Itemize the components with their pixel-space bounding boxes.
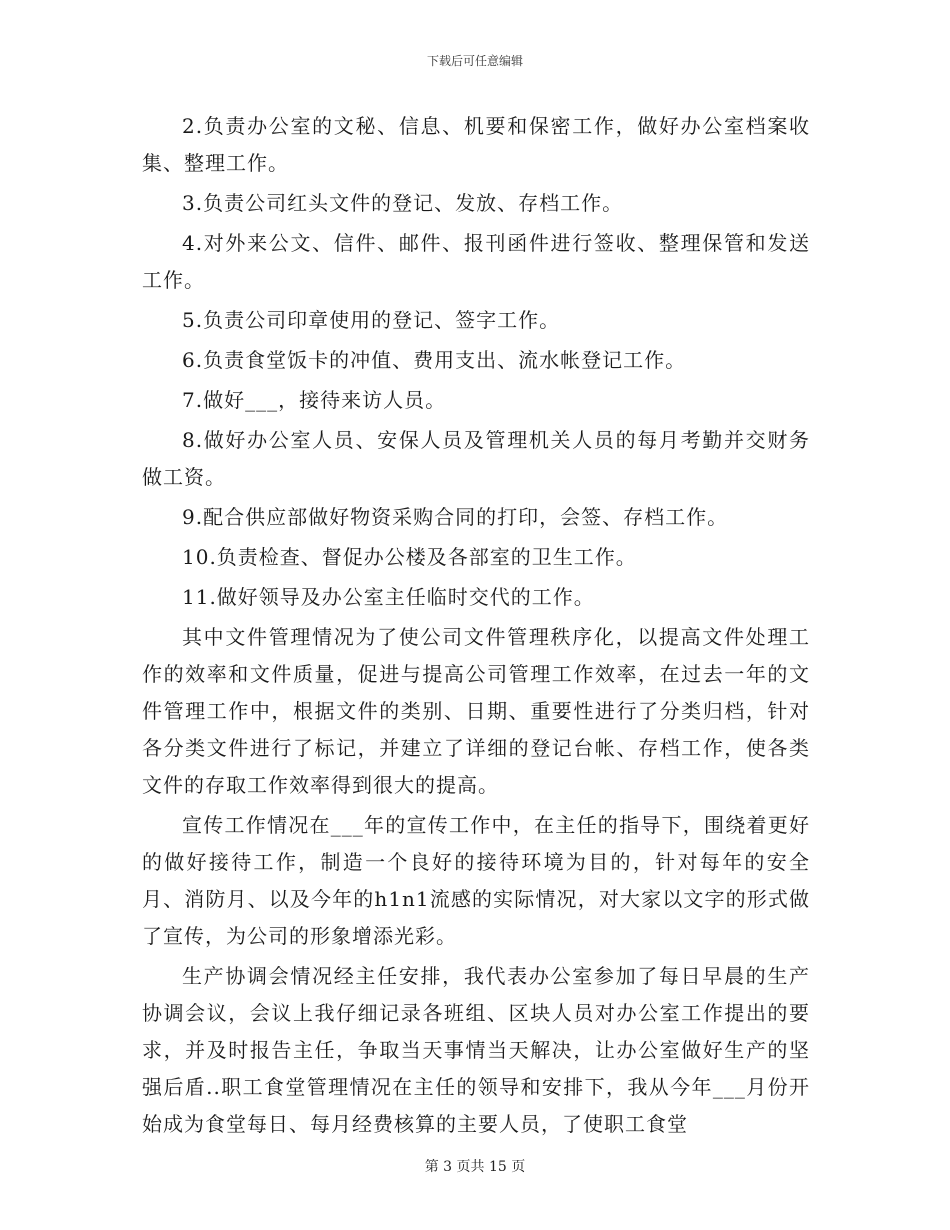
paragraph-item-8: 8.做好办公室人员、安保人员及管理机关人员的每月考勤并交财务做工资。 [142, 428, 810, 489]
page-footer: 第 3 页共 15 页 [424, 1159, 526, 1175]
paragraph-item-2: 2.负责办公室的文秘、信息、机要和保密工作，做好办公室档案收集、整理工作。 [142, 114, 810, 175]
page-header: 下载后可任意编辑 [426, 54, 523, 68]
paragraph-item-9: 9.配合供应部做好物资采购合同的打印，会签、存档工作。 [182, 505, 729, 529]
paragraph-item-11: 11.做好领导及办公室主任临时交代的工作。 [182, 585, 595, 609]
paragraph-item-3: 3.负责公司红头文件的登记、发放、存档工作。 [182, 191, 624, 215]
paragraph-item-5: 5.负责公司印章使用的登记、签字工作。 [182, 308, 561, 332]
paragraph-publicity: 宣传工作情况在___年的宣传工作中，在主任的指导下，围绕着更好的做好接待工作，制造一个良好的接待环境为目的，针对每年的安全月、消防月、以及今年的h1n1流感的实际情况，对大家以文字的形式做了宣传，为公司的形象增添光彩。 [142, 813, 810, 948]
paragraph-file-management: 其中文件管理情况为了使公司文件管理秩序化，以提高文件处理工作的效率和文件质量，促进与提高公司管理工作效率，在过去一年的文件管理工作中，根据文件的类别、日期、重要性进行了分类归档，针对各分类文件进行了标记，并建立了详细的登记台帐、存档工作，使各类文件的存取工作效率得到很大的提高。 [142, 625, 810, 797]
document-body [142, 108, 810, 1146]
paragraph-item-4: 4.对外来公文、信件、邮件、报刊函件进行签收、整理保管和发送工作。 [142, 231, 810, 292]
paragraph-production-meeting: 生产协调会情况经主任安排，我代表办公室参加了每日早晨的生产协调会议，会议上我仔细记录各班组、区块人员对办公室工作提出的要求，并及时报告主任，争取当天事情当天解决，让办公室做好生产的坚强后盾..职工食堂管理情况在主任的领导和安排下，我从今年___月份开始成为食堂每日、每月经费核算的主要人员，了使职工食堂 [142, 964, 810, 1136]
paragraph-item-7: 7.做好___，接待来访人员。 [182, 388, 447, 412]
paragraph-item-10: 10.负责检查、督促办公楼及各部室的卫生工作。 [182, 545, 637, 569]
paragraph-item-6: 6.负责食堂饭卡的冲值、费用支出、流水帐登记工作。 [182, 348, 687, 372]
